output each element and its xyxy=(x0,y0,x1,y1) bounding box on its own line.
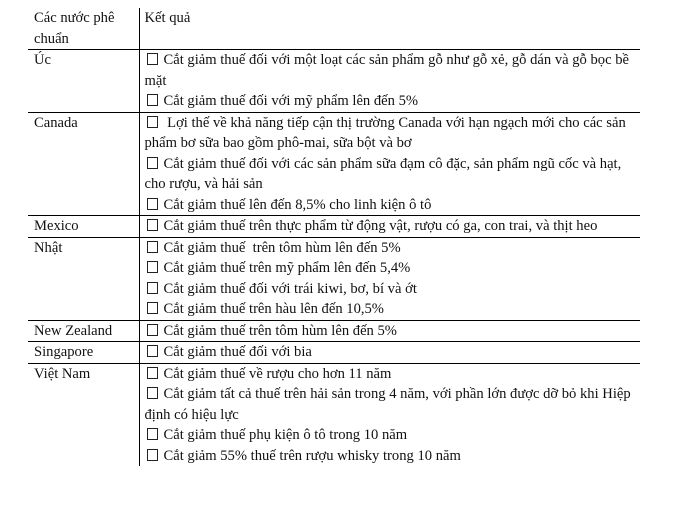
result-cell xyxy=(139,320,640,342)
checkbox-bullet-icon xyxy=(147,219,158,231)
result-text: Cắt giảm thuế lên đến 8,5% cho linh kiện ô tô xyxy=(163,196,432,213)
result-bullet-item xyxy=(145,258,641,279)
result-bullet-item xyxy=(145,216,641,237)
table-row xyxy=(28,363,640,466)
country-cell: Mexico xyxy=(28,216,139,238)
result-text: Cắt giảm thuế đối với các sản phẩm sữa đạm cô đặc, sản phẩm ngũ cốc và hạt, cho rượu, và hải sản xyxy=(144,155,625,192)
checkbox-bullet-icon xyxy=(147,116,158,128)
ratification-results-table xyxy=(28,8,640,466)
result-bullet-item xyxy=(145,238,641,259)
result-bullet-item xyxy=(145,321,641,342)
result-text: Cắt giảm thuế đối với trái kiwi, bơ, bí và ớt xyxy=(163,280,417,297)
result-text: Cắt giảm thuế về rượu cho hơn 11 năm xyxy=(163,365,392,382)
checkbox-bullet-icon xyxy=(147,367,158,379)
checkbox-bullet-icon xyxy=(147,387,158,399)
result-cell xyxy=(139,363,640,466)
result-text: Cắt giảm thuế trên tôm hùm lên đến 5% xyxy=(163,322,397,339)
result-text: Cắt giảm thuế phụ kiện ô tô trong 10 năm xyxy=(163,427,408,443)
checkbox-bullet-icon xyxy=(147,345,158,357)
country-cell: Việt Nam xyxy=(28,363,139,466)
checkbox-bullet-icon xyxy=(147,157,158,169)
table-row xyxy=(28,237,640,320)
table-header-row xyxy=(28,8,640,50)
country-cell: Nhật xyxy=(28,237,139,320)
result-text: Lợi thế về khả năng tiếp cận thị trường Canada với hạn ngạch mới cho các sản phẩm bơ sữa bao gồm phô-mai, sữa bột và bơ xyxy=(144,114,630,151)
country-cell: Singapore xyxy=(28,342,139,364)
result-text: Cắt giảm thuế đối với bia xyxy=(163,344,312,360)
result-text: Cắt giảm 55% thuế trên rượu whisky trong 10 năm xyxy=(163,447,461,464)
checkbox-bullet-icon xyxy=(147,94,158,106)
country-cell: Canada xyxy=(28,112,139,216)
result-cell xyxy=(139,216,640,238)
result-text: Cắt giảm thuế trên mỹ phẩm lên đến 5,4% xyxy=(163,260,411,276)
result-cell xyxy=(139,237,640,320)
checkbox-bullet-icon xyxy=(147,198,158,210)
table-row xyxy=(28,112,640,216)
result-bullet-item xyxy=(145,279,641,300)
checkbox-bullet-icon xyxy=(147,302,158,314)
country-cell: New Zealand xyxy=(28,320,139,342)
result-bullet-item xyxy=(145,384,641,425)
result-bullet-item xyxy=(145,154,641,195)
result-cell xyxy=(139,342,640,364)
result-cell xyxy=(139,50,640,113)
result-text: Cắt giảm tất cả thuế trên hải sản trong 4 năm, với phần lớn được dỡ bỏ khi Hiệp định có hiệu lực xyxy=(144,386,635,423)
checkbox-bullet-icon xyxy=(147,261,158,273)
result-bullet-item xyxy=(145,91,641,112)
header-result-cell: Kết quả xyxy=(144,10,191,26)
result-bullet-item xyxy=(145,342,641,363)
result-bullet-item xyxy=(145,50,641,91)
result-bullet-item xyxy=(145,425,641,446)
checkbox-bullet-icon xyxy=(147,449,158,461)
header-country-cell: Các nước phê chuẩn xyxy=(28,8,139,50)
result-bullet-item xyxy=(145,195,641,216)
country-cell: Úc xyxy=(28,50,139,113)
checkbox-bullet-icon xyxy=(147,428,158,440)
table-row xyxy=(28,320,640,342)
result-text: Cắt giảm thuế trên hàu lên đến 10,5% xyxy=(163,301,384,317)
result-text: Cắt giảm thuế trên thực phẩm từ động vật, rượu có ga, con trai, và thịt heo xyxy=(163,218,598,234)
result-text: Cắt giảm thuế đối với một loạt các sản phẩm gỗ như gỗ xẻ, gỗ dán và gỗ bọc bề mặt xyxy=(144,52,633,89)
checkbox-bullet-icon xyxy=(147,53,158,65)
result-bullet-item xyxy=(145,446,641,467)
result-cell xyxy=(139,112,640,216)
document-page xyxy=(28,8,640,466)
result-text: Cắt giảm thuế trên tôm hùm lên đến 5% xyxy=(163,239,401,256)
table-row xyxy=(28,342,640,364)
result-bullet-item xyxy=(145,113,641,154)
result-bullet-item xyxy=(145,364,641,385)
checkbox-bullet-icon xyxy=(147,324,158,336)
checkbox-bullet-icon xyxy=(147,241,158,253)
table-row xyxy=(28,216,640,238)
table-row xyxy=(28,50,640,113)
result-bullet-item xyxy=(145,299,641,320)
checkbox-bullet-icon xyxy=(147,282,158,294)
result-text: Cắt giảm thuế đối với mỹ phẩm lên đến 5% xyxy=(163,93,419,109)
